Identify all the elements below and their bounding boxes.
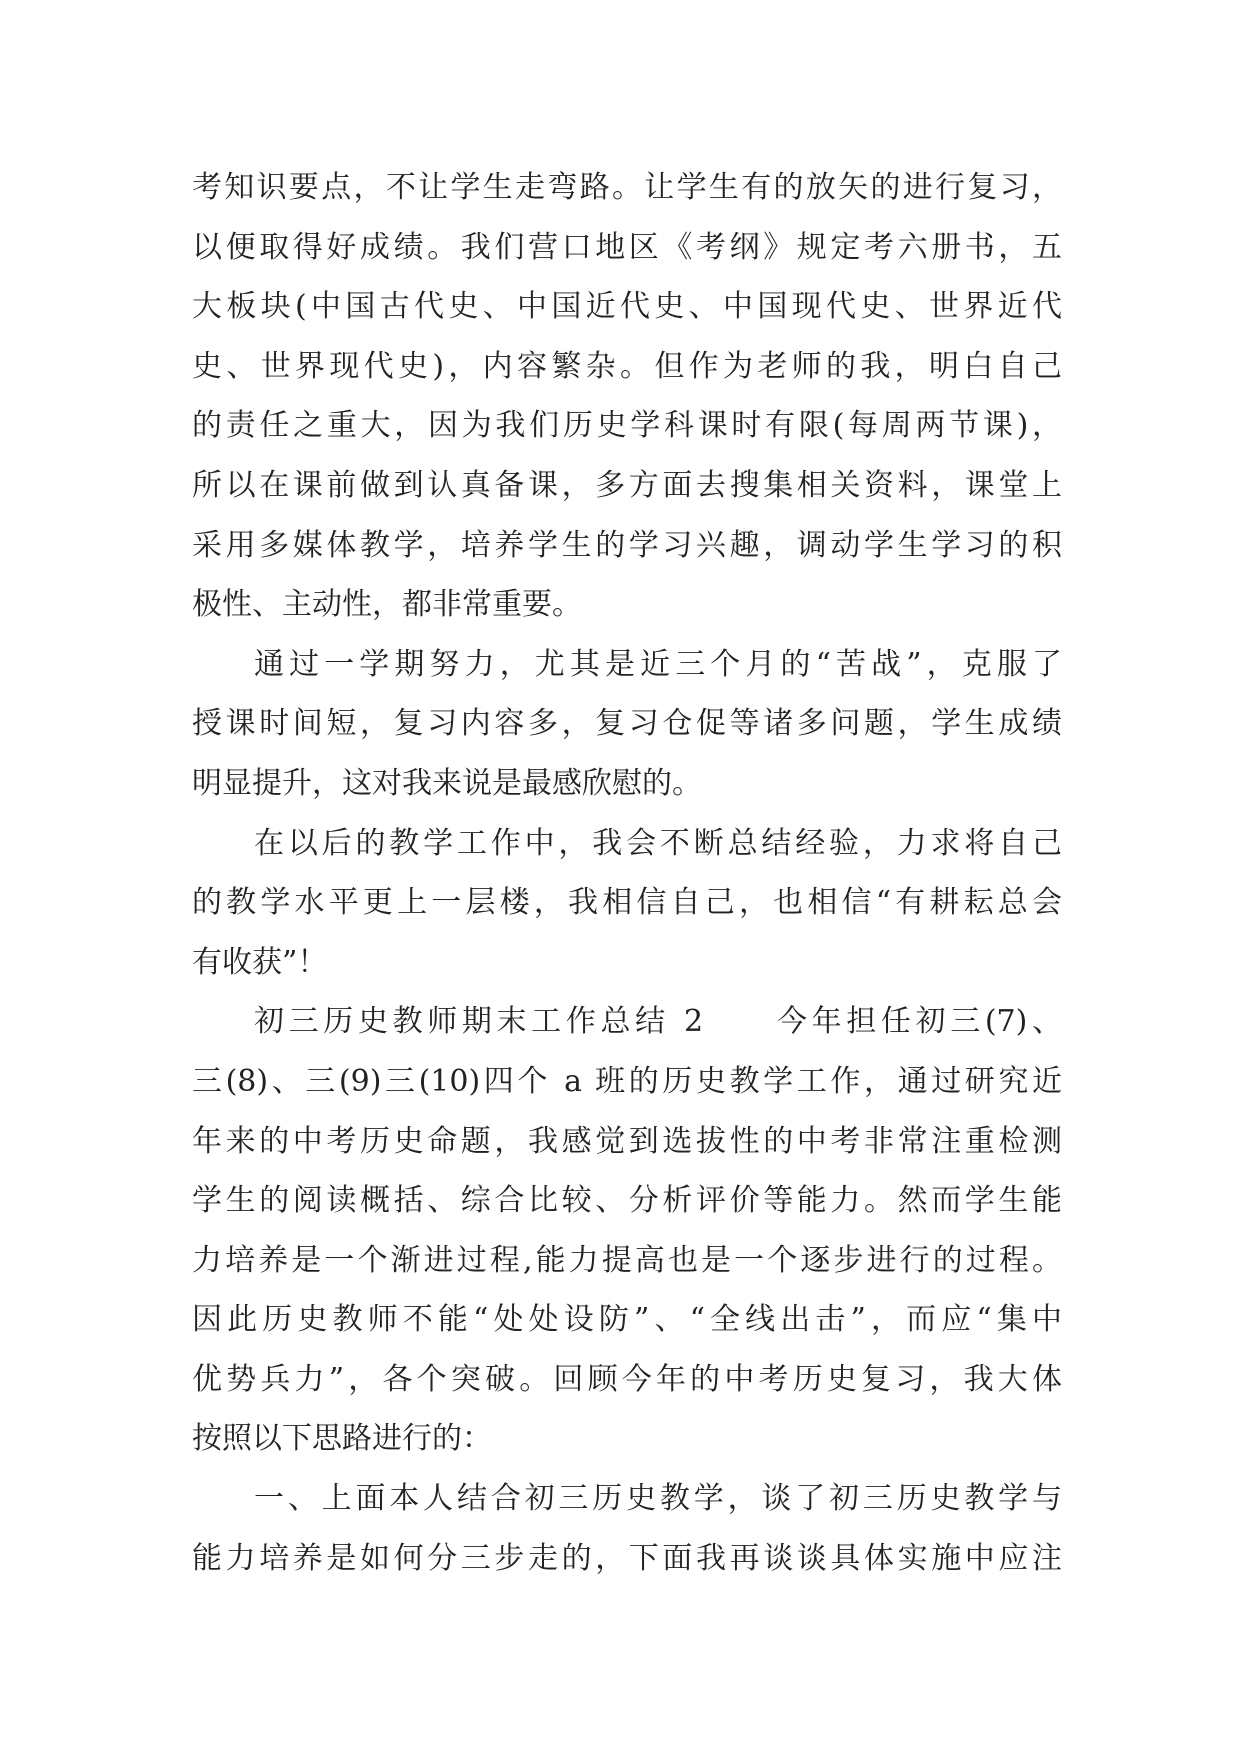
- text-line: 的教学水平更上一层楼，我相信自己，也相信“有耕耘总会: [192, 885, 1062, 921]
- text-line: 能力培养是如何分三步走的，下面我再谈谈具体实施中应注: [192, 1540, 1062, 1576]
- text-line: 按照以下思路进行的：: [192, 1421, 492, 1457]
- text-line: 力培养是一个渐进过程,能力提高也是一个逐步进行的过程。: [192, 1242, 1062, 1278]
- text-line: 的责任之重大，因为我们历史学科课时有限(每周两节课)，: [192, 408, 1062, 444]
- text-line: 史、世界现代史)，内容繁杂。但作为老师的我，明白自己: [192, 348, 1062, 384]
- document-body: [192, 158, 1062, 1588]
- text-line: 优势兵力”，各个突破。回顾今年的中考历史复习，我大体: [192, 1361, 1062, 1397]
- text-line: 所以在课前做到认真备课，多方面去搜集相关资料，课堂上: [192, 467, 1062, 503]
- text-line: 因此历史教师不能“处处设防”、“全线出击”，而应“集中: [192, 1302, 1062, 1338]
- text-line: 授课时间短，复习内容多，复习仓促等诸多问题，学生成绩: [192, 706, 1062, 742]
- text-line: 明显提升，这对我来说是最感欣慰的。: [192, 765, 702, 801]
- text-line: 极性、主动性，都非常重要。: [192, 587, 582, 623]
- text-line: 一、上面本人结合初三历史教学，谈了初三历史教学与: [254, 1481, 1062, 1517]
- text-line: 采用多媒体教学，培养学生的学习兴趣，调动学生学习的积: [192, 527, 1062, 563]
- text-line: 三(8)、三(9)三(10)四个 a 班的历史教学工作，通过研究近: [192, 1063, 1062, 1099]
- text-line: 考知识要点，不让学生走弯路。让学生有的放矢的进行复习，: [192, 170, 1062, 205]
- text-line: 有收获”！: [192, 944, 328, 980]
- text-line: 学生的阅读概括、综合比较、分析评价等能力。然而学生能: [192, 1183, 1062, 1219]
- text-line: 通过一学期努力，尤其是近三个月的“苦战”，克服了: [254, 646, 1062, 682]
- text-line: 年来的中考历史命题，我感觉到选拔性的中考非常注重检测: [192, 1123, 1062, 1159]
- text-line: 初三历史教师期末工作总结 2 今年担任初三(7)、: [254, 1004, 1062, 1040]
- text-line: 在以后的教学工作中，我会不断总结经验，力求将自己: [254, 825, 1062, 861]
- text-line: 大板块(中国古代史、中国近代史、中国现代史、世界近代: [192, 289, 1062, 325]
- text-line: 以便取得好成绩。我们营口地区《考纲》规定考六册书，五: [192, 229, 1062, 265]
